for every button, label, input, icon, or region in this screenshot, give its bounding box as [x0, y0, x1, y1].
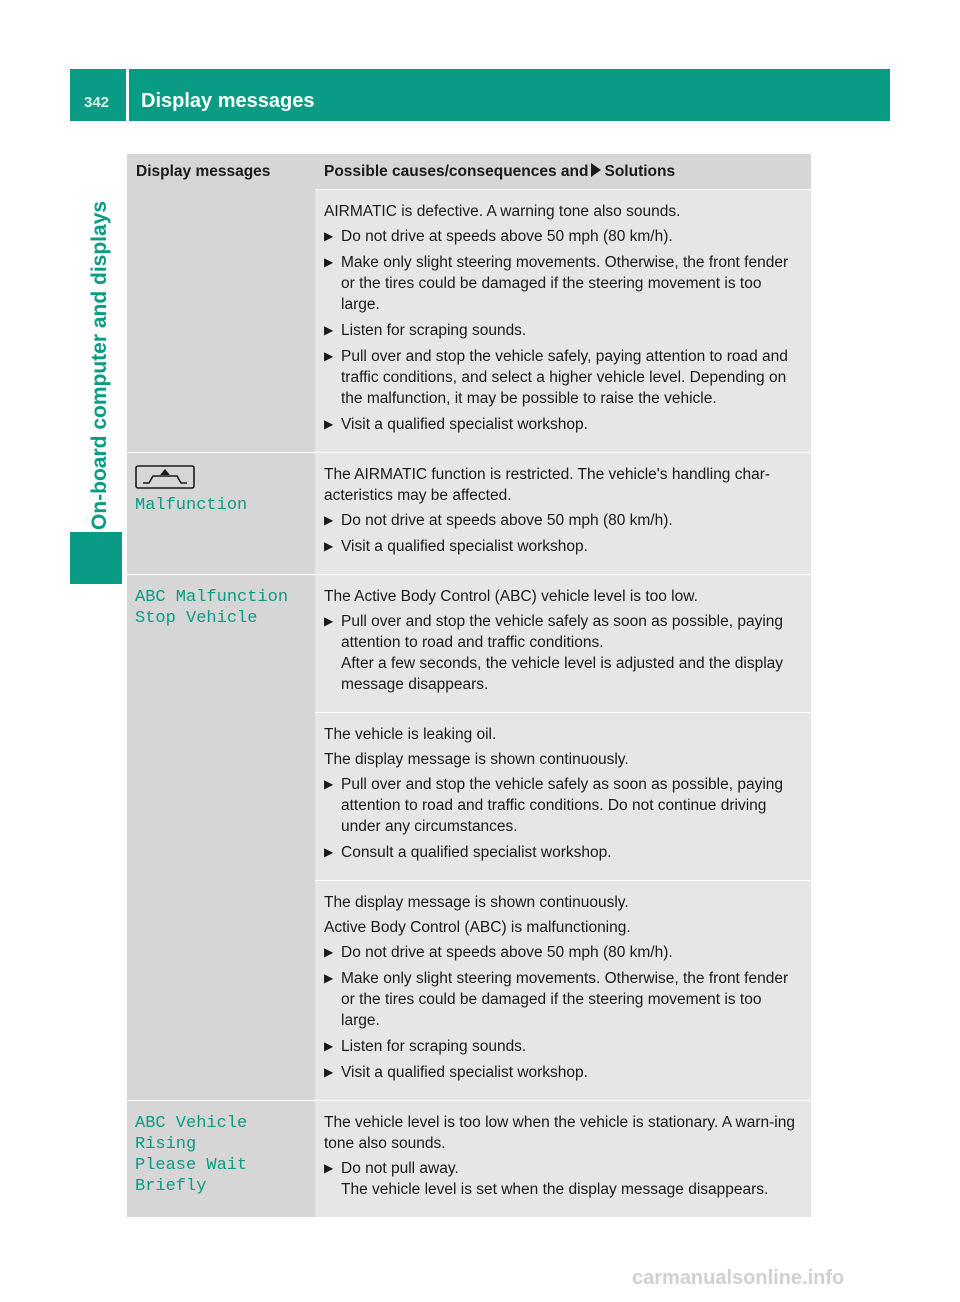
solution-step: ▶ Do not drive at speeds above 50 mph (80 km/h).: [324, 944, 673, 961]
solution-cell: [315, 190, 811, 453]
solution-cell: [315, 1101, 811, 1218]
arrow-right-icon: ▶: [324, 1065, 334, 1079]
arrow-right-icon: ▶: [324, 777, 334, 791]
solution-cell: [315, 881, 811, 1101]
solution-cell: [315, 575, 811, 713]
solution-cell: [315, 453, 811, 575]
table-row: [127, 575, 811, 713]
table-row: [127, 1101, 811, 1218]
display-messages-table: [127, 154, 811, 1217]
page-title: Display messages: [141, 90, 315, 112]
arrow-right-icon: ▶: [324, 845, 334, 859]
table-row: [127, 190, 811, 453]
table-header-row: [127, 154, 811, 190]
display-message-text: Please Wait Briefly: [135, 1156, 248, 1196]
arrow-right-icon: ▶: [324, 1039, 334, 1053]
arrow-right-icon: ▶: [324, 614, 334, 628]
message-cell: [127, 190, 315, 453]
solution-step: ▶ Do not drive at speeds above 50 mph (80 km/h).: [324, 228, 673, 245]
cause-text: The display message is shown continuously.: [324, 751, 629, 768]
cause-text: The Active Body Control (ABC) vehicle level is too low.: [324, 588, 698, 605]
arrow-right-icon: ▶: [324, 255, 334, 269]
display-message-text: Malfunction: [135, 496, 248, 515]
arrow-right-icon: ▶: [324, 349, 334, 363]
solution-step: ▶ Visit a qualified specialist workshop.: [324, 416, 588, 433]
message-cell: [127, 453, 315, 575]
col-header-causes: Possible causes/consequences and: [324, 163, 589, 180]
solution-step: ▶ Visit a qualified specialist workshop.: [324, 1064, 588, 1081]
arrow-right-icon: ▶: [324, 513, 334, 527]
solution-step: ▶ Pull over and stop the vehicle safely as soon as possible, paying attention to road and traffic conditions. After a few seconds, the vehicle level is adjusted and the display message disappears.: [324, 613, 784, 693]
col-header-solutions: Solutions: [604, 163, 676, 180]
solution-step: ▶ Make only slight steering movements. Otherwise, the front fender or the tires could be damaged if the steering movement is too large.: [324, 254, 789, 313]
cause-text: Active Body Control (ABC) is malfunctioning.: [324, 919, 631, 936]
solution-step: ▶ Pull over and stop the vehicle safely as soon as possible, paying attention to road and traffic conditions. Do not continue driving under any circumstances.: [324, 776, 784, 835]
cause-text: The AIRMATIC function is restricted. The vehicle's handling char-acteristics may be affected.: [324, 466, 771, 504]
solution-step: ▶ Listen for scraping sounds.: [324, 1038, 527, 1055]
cause-text: The vehicle is leaking oil.: [324, 726, 497, 743]
display-message-text: Stop Vehicle: [135, 609, 258, 628]
message-cell: [127, 575, 315, 1101]
cause-text: The vehicle level is too low when the vehicle is stationary. A warn-ing tone also sounds.: [324, 1114, 795, 1152]
table-row: [127, 453, 811, 575]
arrow-right-icon: ▶: [324, 229, 334, 243]
cause-text: AIRMATIC is defective. A warning tone also sounds.: [324, 203, 681, 220]
solution-step: ▶ Visit a qualified specialist workshop.: [324, 538, 588, 555]
page-number: 342: [84, 94, 110, 111]
arrow-right-icon: ▶: [324, 1161, 334, 1175]
arrow-right-icon: ▶: [324, 971, 334, 985]
arrow-right-icon: [591, 163, 601, 177]
display-message-text: ABC Malfunction: [135, 588, 289, 607]
arrow-right-icon: ▶: [324, 323, 334, 337]
arrow-right-icon: ▶: [324, 417, 334, 431]
arrow-right-icon: ▶: [324, 945, 334, 959]
solution-cell: [315, 713, 811, 881]
footer-watermark: carmanualsonline.info: [632, 1267, 845, 1289]
side-tab-label: On-board computer and displays: [88, 200, 111, 530]
vehicle-level-raise-icon: [135, 465, 195, 489]
col-header-display-messages: Display messages: [127, 154, 315, 190]
arrow-right-icon: ▶: [324, 539, 334, 553]
cause-text: The display message is shown continuously.: [324, 894, 629, 911]
solution-step: ▶ Make only slight steering movements. Otherwise, the front fender or the tires could be damaged if the steering movement is too large.: [324, 970, 789, 1029]
col-header-causes-solutions: [315, 154, 811, 190]
message-cell: [127, 1101, 315, 1218]
side-tab-marker: [70, 532, 122, 584]
solution-step: ▶ Listen for scraping sounds.: [324, 322, 527, 339]
solution-step: ▶ Pull over and stop the vehicle safely, paying attention to road and traffic conditions, and select a higher vehicle level. Depending on the malfunction, it may be possible to raise the vehicle.: [324, 348, 788, 407]
display-message-text: ABC Vehicle Rising: [135, 1114, 248, 1154]
solution-step: ▶ Consult a qualified specialist workshop.: [324, 844, 612, 861]
header-divider: [126, 69, 129, 121]
solution-step: ▶ Do not drive at speeds above 50 mph (80 km/h).: [324, 512, 673, 529]
solution-step: ▶ Do not pull away. The vehicle level is set when the display message disappears.: [324, 1160, 769, 1198]
